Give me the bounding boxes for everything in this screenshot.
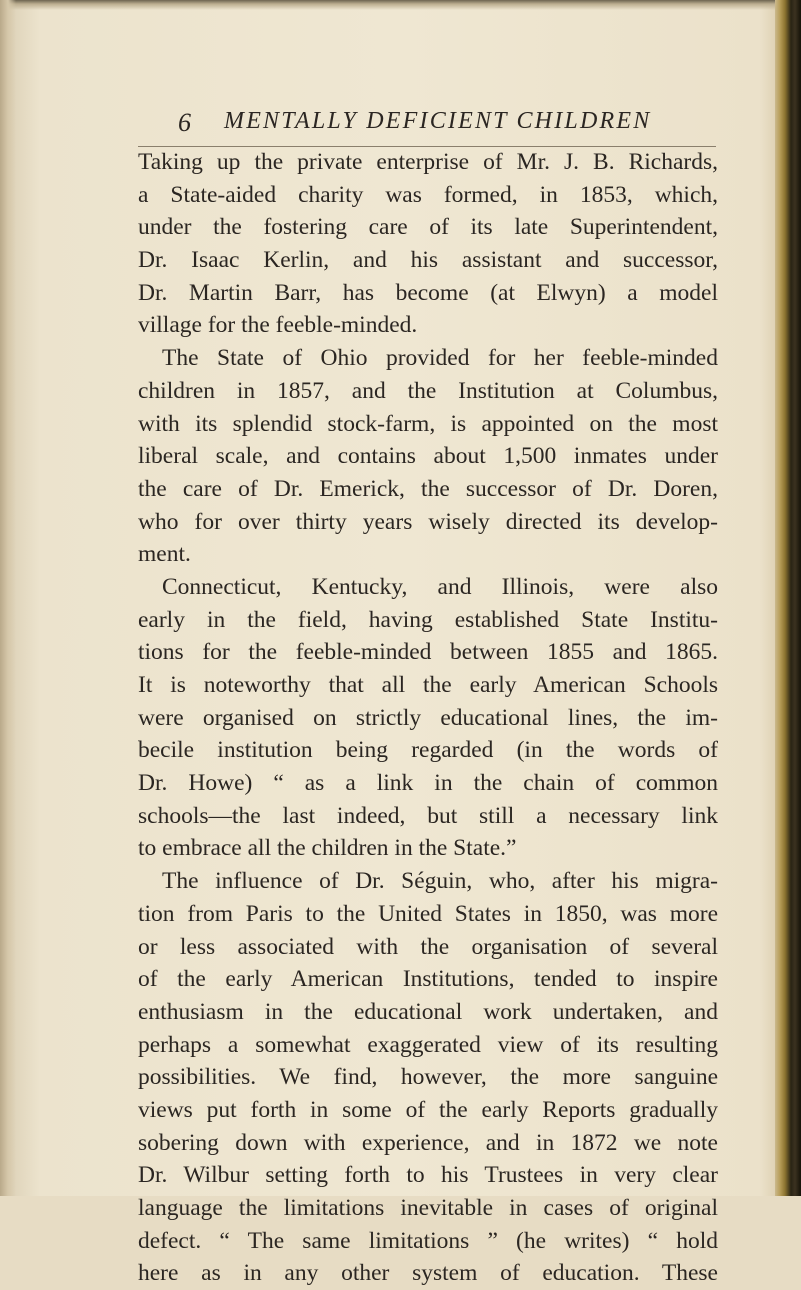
text-line: to embrace all the children in the State.” <box>138 835 517 862</box>
text-line: who for over thirty years wisely directed its develop- <box>138 508 718 535</box>
text-line: defect. “ The same limitations ” (he writes) “ hold <box>138 1227 718 1254</box>
page-right-edge <box>775 0 801 1196</box>
text-line: the care of Dr. Emerick, the successor of Dr. Doren, <box>138 475 718 502</box>
text-line: early in the field, having established State Institu- <box>138 606 718 633</box>
text-line: Taking up the private enterprise of Mr. J. B. Richards, <box>138 149 718 175</box>
text-line: becile institution being regarded (in the words of <box>138 737 718 764</box>
page-top-edge <box>0 0 801 10</box>
body-text <box>138 146 718 1290</box>
text-line: liberal scale, and contains about 1,500 inmates under <box>138 443 718 470</box>
text-line: Dr. Wilbur setting forth to his Trustees in very clear <box>138 1162 718 1189</box>
text-line: Dr. Isaac Kerlin, and his assistant and successor, <box>138 247 718 274</box>
text-line: village for the feeble-minded. <box>138 312 418 339</box>
text-line: perhaps a somewhat exaggerated view of its resulting <box>138 1031 718 1058</box>
page-number: 6 <box>178 108 192 137</box>
text-line: language the limitations inevitable in cases of original <box>138 1195 718 1221</box>
binding-gutter <box>0 0 16 1196</box>
text-line: views put forth in some of the early Reports gradually <box>138 1096 718 1123</box>
text-line: children in 1857, and the Institution at Columbus, <box>138 377 718 404</box>
text-line: with its splendid stock-farm, is appointed on the most <box>138 410 718 437</box>
text-line: here as in any other system of education. These <box>138 1260 718 1287</box>
text-line: under the fostering care of its late Superintendent, <box>138 214 718 241</box>
text-line: The influence of Dr. Séguin, who, after his migra- <box>162 868 718 895</box>
text-line: The State of Ohio provided for her feeble-minded <box>162 345 718 372</box>
running-title: MENTALLY DEFICIENT CHILDREN <box>224 108 652 134</box>
text-line: Connecticut, Kentucky, and Illinois, were also <box>162 573 718 600</box>
text-line: schools—the last indeed, but still a necessary link <box>138 802 718 829</box>
text-line: ment. <box>138 541 191 568</box>
text-line: sobering down with experience, and in 1872 we note <box>138 1129 718 1156</box>
text-line: a State-aided charity was formed, in 1853, which, <box>138 181 718 208</box>
page-header <box>138 108 718 144</box>
text-line: enthusiasm in the educational work undertaken, and <box>138 998 718 1025</box>
text-line: tion from Paris to the United States in 1850, was more <box>138 900 718 927</box>
text-line: It is noteworthy that all the early American Schools <box>138 672 718 698</box>
text-line: tions for the feeble-minded between 1855 and 1865. <box>138 639 718 666</box>
text-line: Dr. Martin Barr, has become (at Elwyn) a model <box>138 279 718 306</box>
text-line: of the early American Institutions, tended to inspire <box>138 966 718 993</box>
text-line: were organised on strictly educational lines, the im- <box>138 704 718 731</box>
text-line: possibilities. We find, however, the more sanguine <box>138 1064 718 1091</box>
text-line: Dr. Howe) “ as a link in the chain of common <box>138 770 718 797</box>
text-line: or less associated with the organisation of several <box>138 933 718 960</box>
